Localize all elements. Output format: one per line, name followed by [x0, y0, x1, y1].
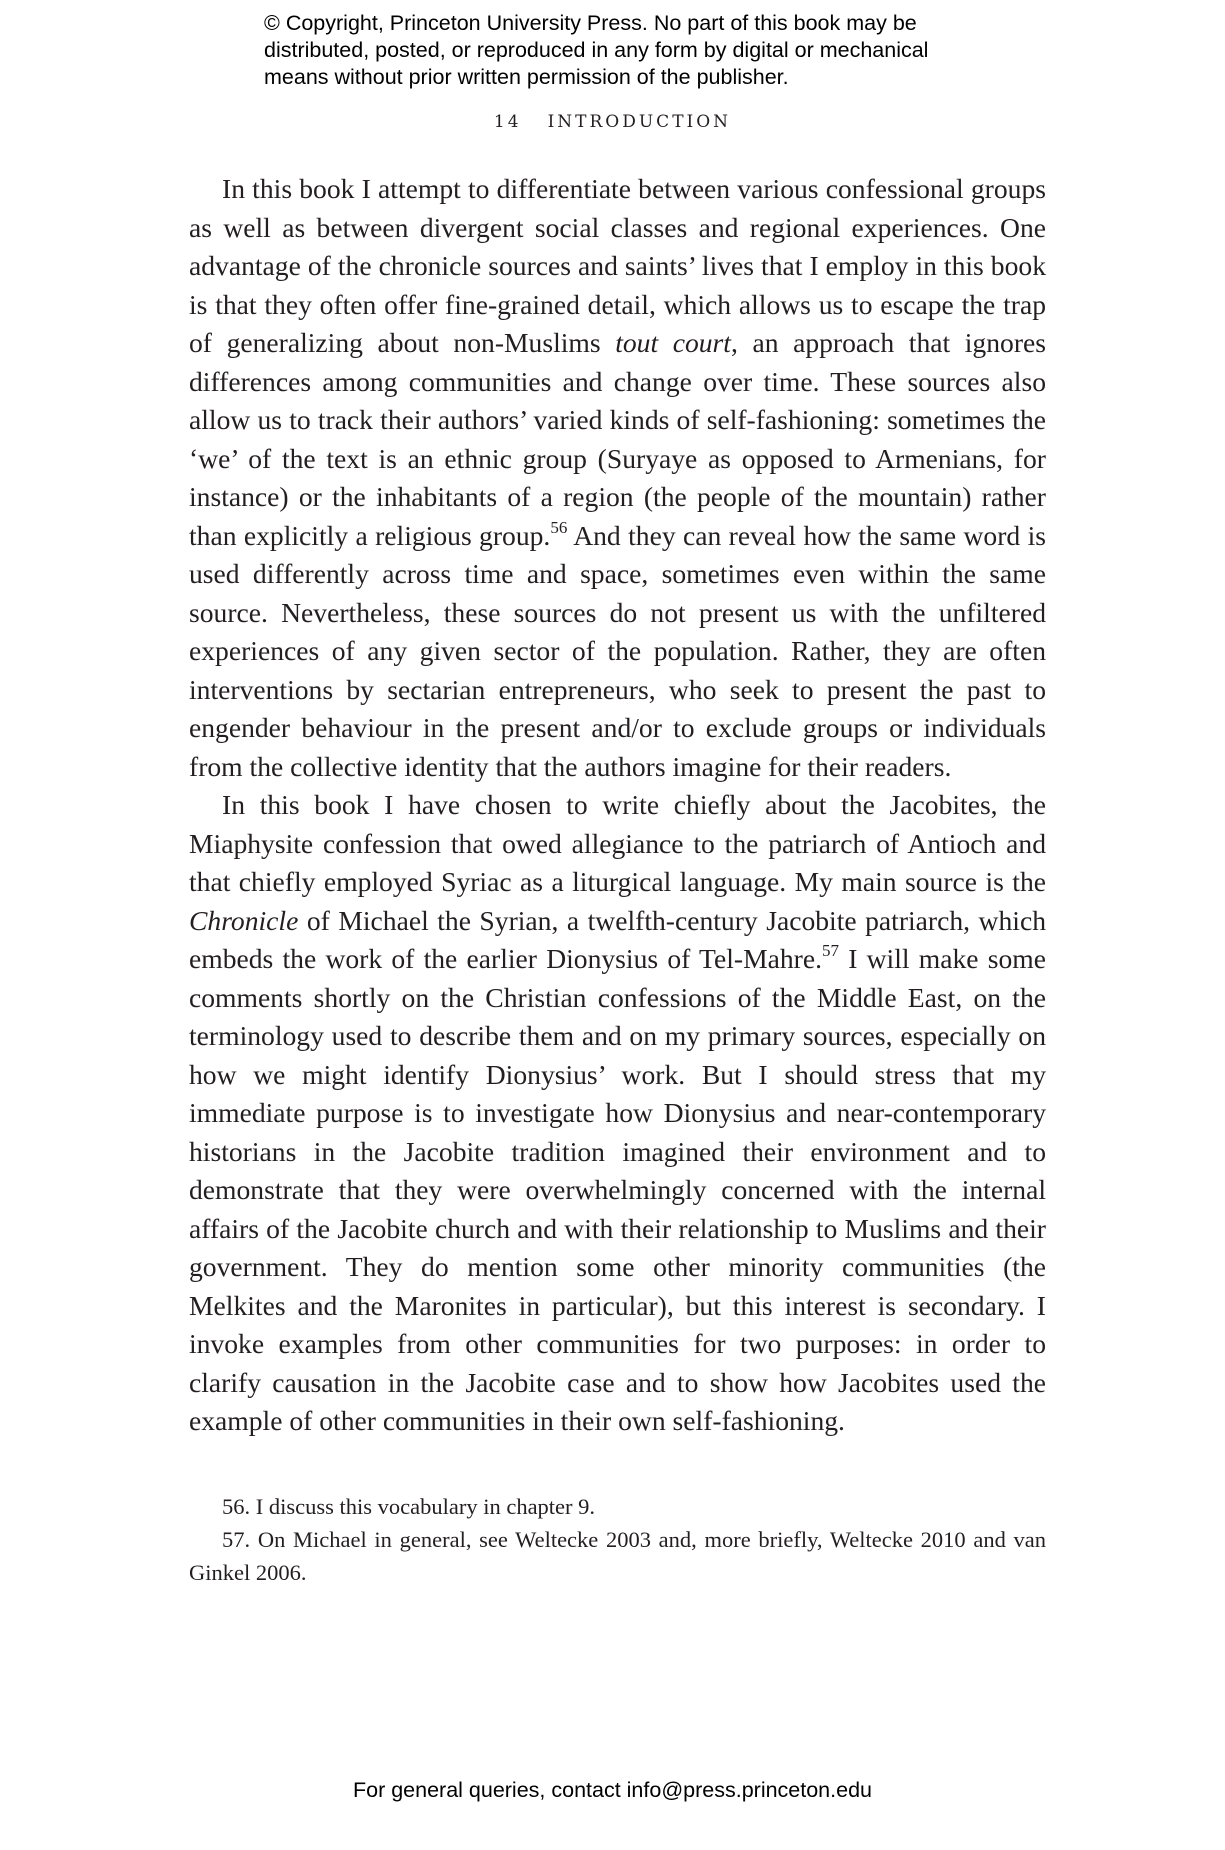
running-head-title: INTRODUCTION — [547, 112, 732, 132]
paragraph-2 — [189, 786, 1046, 1441]
paragraph-1-part-c: And they can reveal how the same word is used differently across time and space, sometimes even within the same source. Nevertheless, these sources do not present us with the unfiltered experiences of any given sector of the population. Rather, they are often interventions by sectarian entrepreneurs, who seek to present the past to engender behaviour in the present and/or to exclude groups or individuals from the collective identity that the authors imagine for their readers. — [189, 519, 1047, 782]
copyright-line-3: means without prior written permission of the publisher. — [264, 65, 789, 89]
paragraph-1-italic: tout court — [615, 327, 731, 358]
page-number: 14 — [493, 112, 522, 132]
footnotes — [189, 1490, 1046, 1589]
paragraph-2-part-a: In this book I have chosen to write chiefly about the Jacobites, the Miaphysite confession that owed allegiance to the patriarch of Antioch and that chiefly employed Syriac as a liturgical language. My main source is the — [189, 789, 1046, 897]
footnote-ref-57[interactable]: 57 — [822, 941, 839, 960]
paragraph-1 — [189, 170, 1046, 786]
paragraph-1-part-a: In this book I attempt to differentiate between various confessional groups as well as between divergent social classes and regional experiences. One advantage of the chronicle sources and saints’ lives that I employ in this book is that they often offer fine-grained detail, which allows us to escape the trap of generalizing about non-Muslims — [189, 173, 1046, 358]
copyright-line-2: distributed, posted, or reproduced in any form by digital or mechanical — [264, 38, 929, 62]
footnote-56: 56. I discuss this vocabulary in chapter 9. — [222, 1494, 596, 1519]
paragraph-2-italic: Chronicle — [189, 904, 299, 936]
running-head — [0, 112, 1225, 132]
copyright-line-1: © Copyright, Princeton University Press. No part of this book may be — [264, 11, 917, 35]
paragraph-2-part-c: I will make some comments shortly on the Christian confessions of the Middle East, on the terminology used to describe them and on my primary sources, especially on how we might identify Dionysius’ work. But I should stress that my immediate purpose is to investigate how Dionysius and near-contemporary historians in the Jacobite tradition imagined their environment and to demonstrate that they were overwhelmingly concerned with the internal affairs of the Jacobite church and with their relationship to Muslims and their government. They do mention some other minority communities (the Melkites and the Maronites in particular), but this interest is secondary. I invoke examples from other communities for two purposes: in order to clarify causation in the Jacobite case and to show how Jacobites used the example of other communities in their own self-fashioning. — [189, 943, 1047, 1436]
footnote-ref-56[interactable]: 56 — [550, 517, 568, 537]
paragraph-2-part-b: of Michael the Syrian, a twelfth-century Jacobite patriarch, which embeds the work of the earlier Dionysius of Tel-Mahre. — [189, 904, 1046, 974]
footnote-57: 57. On Michael in general, see Weltecke 2003 and, more briefly, Weltecke 2010 and van Ginkel 2006. — [189, 1527, 1046, 1585]
paragraph-1-part-b: , an approach that ignores differences among communities and change over time. These sources also allow us to track their authors’ varied kinds of self-fashioning: sometimes the ‘we’ of the text is an ethnic group (Suryaye as opposed to Armenians, for instance) or the inhabitants of a region (the people of the mountain) rather than explicitly a religious group. — [189, 327, 1046, 551]
copyright-notice — [264, 10, 984, 91]
body-text — [189, 170, 1046, 1441]
footer-contact: For general queries, contact info@press.princeton.edu — [352, 1778, 872, 1802]
